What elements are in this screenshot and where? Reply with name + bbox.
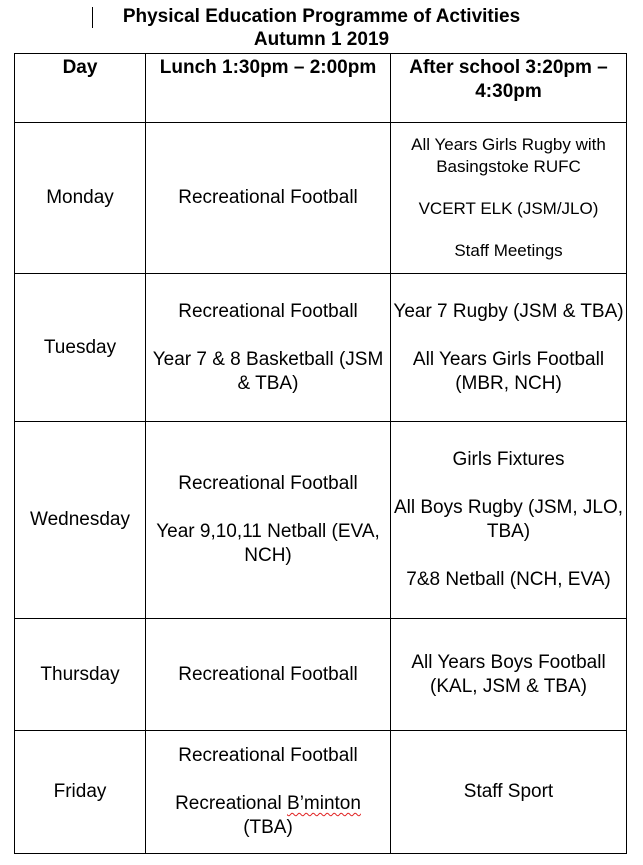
activity: 7&8 Netball (NCH, EVA) xyxy=(406,569,611,590)
activity xyxy=(146,792,390,816)
activity: Year 7 Rugby (JSM & TBA) xyxy=(393,300,624,322)
activity-text: Recreational xyxy=(175,793,288,814)
day-cell: Thursday xyxy=(15,619,146,731)
after-cell xyxy=(391,731,627,854)
activity: VCERT ELK (JSM/JLO) xyxy=(418,199,599,218)
activity: Year 7 & 8 Basketball (JSM & TBA) xyxy=(152,348,384,394)
page-subtitle: Autumn 1 2019 xyxy=(253,29,390,50)
activity: Recreational Football xyxy=(178,745,358,766)
activity: Recreational Football xyxy=(178,473,358,494)
header-day: Day xyxy=(15,54,146,123)
activity: Staff Meetings xyxy=(454,241,563,260)
day-cell: Tuesday xyxy=(15,274,146,422)
table-row xyxy=(15,619,627,731)
lunch-cell xyxy=(146,123,391,274)
lunch-cell xyxy=(146,619,391,731)
activity: All Boys Rugby (JSM, JLO, TBA) xyxy=(393,497,624,542)
after-cell xyxy=(391,422,627,619)
header-after-school: After school 3:20pm – 4:30pm xyxy=(391,54,627,123)
after-cell xyxy=(391,123,627,274)
activity: Recreational Football xyxy=(178,663,358,685)
activities-table xyxy=(14,53,627,854)
table-header-row xyxy=(15,54,627,123)
table-row xyxy=(15,123,627,274)
page-title: Physical Education Programme of Activities xyxy=(122,6,521,27)
activity: Girls Fixtures xyxy=(452,449,565,470)
activity: Recreational Football xyxy=(178,300,358,322)
lunch-cell xyxy=(146,422,391,619)
after-cell xyxy=(391,274,627,422)
spelling-flagged-word: B’minton xyxy=(287,793,361,814)
day-cell: Friday xyxy=(15,731,146,854)
activity: (TBA) xyxy=(243,817,293,838)
after-cell xyxy=(391,619,627,731)
day-cell: Wednesday xyxy=(15,422,146,619)
lunch-cell xyxy=(146,731,391,854)
activity: Year 9,10,11 Netball (EVA, NCH) xyxy=(156,521,380,566)
activity: All Years Boys Football (KAL, JSM & TBA) xyxy=(411,651,606,697)
header-lunch: Lunch 1:30pm – 2:00pm xyxy=(146,54,391,123)
activity: All Years Girls Rugby with Basingstoke RUFC xyxy=(411,135,606,176)
activity: Staff Sport xyxy=(463,781,554,802)
day-cell: Monday xyxy=(15,123,146,274)
activity: All Years Girls Football (MBR, NCH) xyxy=(412,348,605,394)
text-cursor xyxy=(92,7,93,28)
table-row xyxy=(15,422,627,619)
lunch-cell xyxy=(146,274,391,422)
table-row xyxy=(15,731,627,854)
activity: Recreational Football xyxy=(178,187,358,208)
table-row xyxy=(15,274,627,422)
